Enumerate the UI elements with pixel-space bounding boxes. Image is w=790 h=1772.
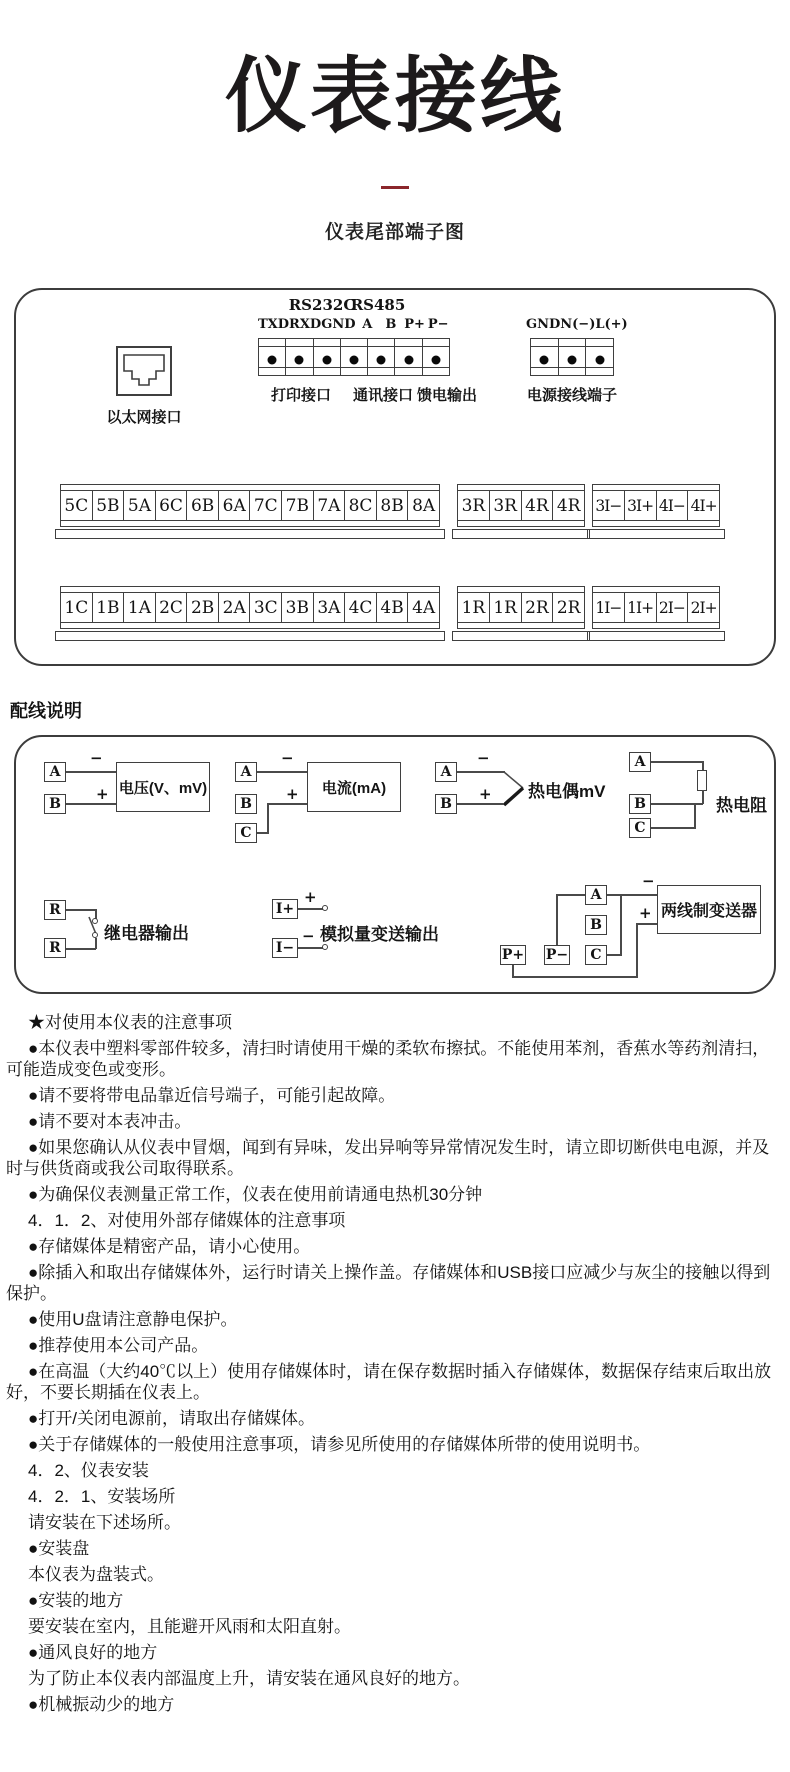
notes-section [0,1012,790,1715]
terminal-screw-dot [431,356,440,365]
strip-band [592,484,720,491]
strip-rail [452,631,590,641]
rtd-resistor-icon [697,770,707,791]
note-line: ●本仪表中塑料零部件较多，清扫时请使用干燥的柔软布擦拭。不能使用苯剂，香蕉水等药剂清扫，可能造成变色或变形。 [6,1039,770,1080]
pin-label: N(−) [560,317,596,333]
note-line: 4．1．2、对使用外部存储媒体的注意事项 [28,1211,346,1231]
title-divider [381,186,409,189]
thermocouple-junction-icon [504,767,526,809]
terminal-cell: 8B [377,491,409,520]
wire [607,894,657,896]
print-port-label: 打印接口 [270,387,331,405]
strip-band [60,623,440,629]
plus-sign: + [96,785,109,804]
strip-band [457,586,585,593]
terminal-p-plus: P+ [501,947,525,964]
terminal-cell: 1A [124,593,156,622]
strip-band [457,521,585,527]
terminal-c: C [235,823,257,843]
terminal-cell: 8C [345,491,377,520]
note-line: 要安装在室内，且能避开风雨和太阳直射。 [28,1617,351,1637]
terminal-i-minus: I− [272,938,298,958]
wire [607,954,621,956]
note-line: ●安装的地方 [28,1591,124,1611]
note-line: ★对使用本仪表的注意事项 [28,1013,232,1033]
terminal-screw-dot [295,356,304,365]
strip-rail [587,529,725,539]
terminal-cell [586,339,613,375]
terminal-cell: 3R [490,491,522,520]
current-device-box: 电流(mA) [307,762,401,812]
terminal-cell: 7A [314,491,346,520]
note-line: ●请不要对本表冲击。 [28,1112,192,1132]
wire [651,761,703,763]
comm-port-label: 通讯接口 [352,387,413,405]
terminal-cell: 4C [345,593,377,622]
terminal-screw-dot [377,356,386,365]
wire [66,909,96,911]
wire [620,894,622,956]
terminal-strip-row2-signal [60,586,440,641]
terminal-cell: 8A [412,495,436,516]
terminal-cell: 7C [250,491,282,520]
ethernet-label: 以太网接口 [106,409,182,427]
strip-band [60,521,440,527]
pin-label: TXD [258,317,290,333]
terminal-cell [531,339,559,375]
terminal-cell: 3R [458,491,490,520]
terminal-cell: 2C [156,593,188,622]
wire [66,948,96,950]
terminal-cell: 5A [124,491,156,520]
terminal-b: B [235,794,257,814]
terminal-a: A [44,762,66,782]
terminal-r1: R [44,900,66,920]
note-line: ●存储媒体是精密产品，请小心使用。 [28,1237,311,1257]
terminal-cell: 2R [522,593,554,622]
note-line: ●在高温（大约40℃以上）使用存储媒体时，请在保存数据时插入存储媒体，数据保存结束后取出放好，不要长期插在仪表上。 [6,1362,772,1403]
terminal-b: B [435,794,457,814]
terminal-cell: 1C [61,593,93,622]
wire [66,771,116,773]
output-node [322,905,328,911]
wiring-diagram-panel [14,735,776,994]
note-line: ●除插入和取出存储媒体外，运行时请关上操作盖。存储媒体和USB接口应减少与灰尘的接触以得到保护。 [6,1263,771,1304]
terminal-cell: 3C [250,593,282,622]
minus-sign: − [90,749,103,768]
comm-terminal-strip [258,338,450,376]
terminal-cell: 2B [187,593,219,622]
terminal-c: C [629,818,651,838]
terminal-c: C [585,945,607,965]
terminal-cell [286,339,313,375]
terminal-cell: 4B [377,593,409,622]
terminal-screw-dot [595,356,604,365]
terminal-cell: 4A [412,597,436,618]
pin-label: RXD [289,317,322,333]
note-line: 4．2．1、安装场所 [28,1487,176,1507]
pin-label: B [385,317,397,333]
terminal-screw-dot [568,356,577,365]
terminal-screw-dot [322,356,331,365]
terminal-panel-diagram [14,288,776,666]
terminal-cell [341,339,368,375]
comm-pin-labels [258,317,450,335]
terminal-cell [423,339,449,375]
note-line: 本仪表为盘装式。 [28,1565,164,1585]
pin-label: P+ [404,317,425,333]
wire [267,803,269,834]
wire [66,803,116,805]
wire [636,923,657,925]
terminal-strip-row1-current [592,484,720,539]
wire [298,908,323,910]
thermocouple-label: 热电偶mV [528,782,606,802]
terminal-cell [314,339,341,375]
terminal-cell: 4I− [657,491,689,520]
strip-band [60,484,440,491]
terminal-cell: 1R [490,593,522,622]
pin-label: A [362,317,373,333]
strip-rail [55,631,445,641]
note-line: ●安装盘 [28,1539,90,1559]
wire [512,965,514,978]
note-line: ●打开/关闭电源前，请取出存储媒体。 [28,1409,315,1429]
wiring-section-label: 配线说明 [10,701,82,722]
terminal-cell: 6B [187,491,219,520]
note-line: ●使用U盘请注意静电保护。 [28,1310,238,1330]
power-terminals-label: 电源接线端子 [526,387,617,405]
terminal-r2: R [44,938,66,958]
terminal-cell: 1I− [593,593,625,622]
wire [457,771,505,773]
wire [702,790,704,804]
terminal-cell: 1R [458,593,490,622]
note-line: ●如果您确认从仪表中冒烟，闻到有异味，发出异响等异常情况发生时，请立即切断供电电源，并及时与供货商或我公司取得联系。 [6,1138,770,1179]
wire [556,894,558,945]
minus-sign: − [642,872,655,891]
terminal-b: B [629,794,651,814]
terminal-a: A [235,762,257,782]
terminal-cell: 3B [282,593,314,622]
strip-band [592,521,720,527]
wire [257,771,307,773]
minus-sign: − [477,749,490,768]
terminal-cell: 6A [219,491,251,520]
terminal-strip-row1-relay [457,484,585,539]
pin-label: GND [526,317,561,333]
terminal-cell: 1I+ [625,593,657,622]
note-line: ●请不要将带电品靠近信号端子，可能引起故障。 [28,1086,396,1106]
terminal-b: B [44,794,66,814]
rs485-label: RS485 [350,296,406,315]
terminal-strip-row1-signal [60,484,440,539]
minus-sign: − [302,927,315,946]
rs232c-label: RS232C [288,296,356,315]
terminal-cell [259,339,286,375]
terminal-cell: 3I− [593,491,625,520]
strip-rail [55,529,445,539]
terminal-cell: 5C [61,491,93,520]
voltage-device-box: 电压(V、mV) [116,762,210,812]
pin-label: L(+) [595,317,628,333]
terminal-a: A [629,752,651,772]
terminal-screw-dot [268,356,277,365]
minus-sign: − [281,749,294,768]
transmitter-device-box: 两线制变送器 [657,885,761,934]
strip-band [457,623,585,629]
terminal-i-plus: I+ [272,899,298,919]
note-line: 4．2、仪表安装 [28,1461,149,1481]
wire [556,894,585,896]
terminal-screw-dot [404,356,413,365]
terminal-cell [559,339,587,375]
plus-sign: + [639,904,652,923]
terminal-cell [368,339,395,375]
terminal-p-minus: P− [545,947,569,964]
note-line: ●为确保仪表测量正常工作，仪表在使用前请通电热机30分钟 [28,1185,483,1205]
strip-band [457,484,585,491]
wire [298,947,323,949]
page-title: 仪表接线 [224,51,565,142]
terminal-cell: 5B [93,491,125,520]
note-line: ●推荐使用本公司产品。 [28,1336,209,1356]
analog-output-label: 模拟量变送输出 [320,925,439,945]
terminal-cell: 2R [556,597,581,618]
strip-band [592,586,720,593]
note-line: ●机械振动少的地方 [28,1695,175,1715]
terminal-screw-dot [349,356,358,365]
terminal-cell: 4I+ [690,496,717,515]
plus-sign: + [286,785,299,804]
terminal-cell: 2I− [657,593,689,622]
strip-rail [452,529,590,539]
terminal-strip-row2-relay [457,586,585,641]
terminal-cell: 1B [93,593,125,622]
relay-output-label: 继电器输出 [104,924,189,944]
ethernet-jack-icon [116,346,172,396]
pin-label: P− [427,317,449,333]
plus-sign: + [304,888,317,907]
wire [636,923,638,978]
strip-rail [587,631,725,641]
terminal-cell: 6C [156,491,188,520]
note-line: 请安装在下述场所。 [28,1513,181,1533]
terminal-cell: 4R [522,491,554,520]
wire [267,803,307,805]
terminal-a: A [435,762,457,782]
terminal-cell [395,339,422,375]
note-line: 为了防止本仪表内部温度上升，请安装在通风良好的地方。 [28,1669,470,1689]
wire [457,803,505,805]
terminal-cell: 3I+ [625,491,657,520]
strip-band [60,586,440,593]
terminal-screw-dot [540,356,549,365]
terminal-cell: 4R [556,495,581,516]
subtitle: 仪表尾部端子图 [324,222,465,244]
note-line: ●关于存储媒体的一般使用注意事项，请参见所使用的存储媒体所带的使用说明书。 [28,1435,651,1455]
terminal-cell: 2I+ [690,598,717,617]
terminal-cell: 3A [314,593,346,622]
power-pin-labels [526,317,628,335]
power-terminal-group [526,296,628,408]
terminal-cell: 2A [219,593,251,622]
terminal-strip-row2-current [592,586,720,641]
wire [512,976,638,978]
strip-band [592,623,720,629]
wire [651,827,695,829]
comm-terminal-group [258,296,477,408]
pin-label: GND [321,317,356,333]
terminal-cell: 7B [282,491,314,520]
rtd-label: 热电阻 [716,796,767,816]
terminal-b: B [585,915,607,935]
feed-output-label: 馈电输出 [416,387,477,405]
note-line: ●通风良好的地方 [28,1643,158,1663]
plus-sign: + [479,785,492,804]
wire [694,803,696,829]
power-terminal-strip [530,338,614,376]
terminal-a: A [585,885,607,905]
